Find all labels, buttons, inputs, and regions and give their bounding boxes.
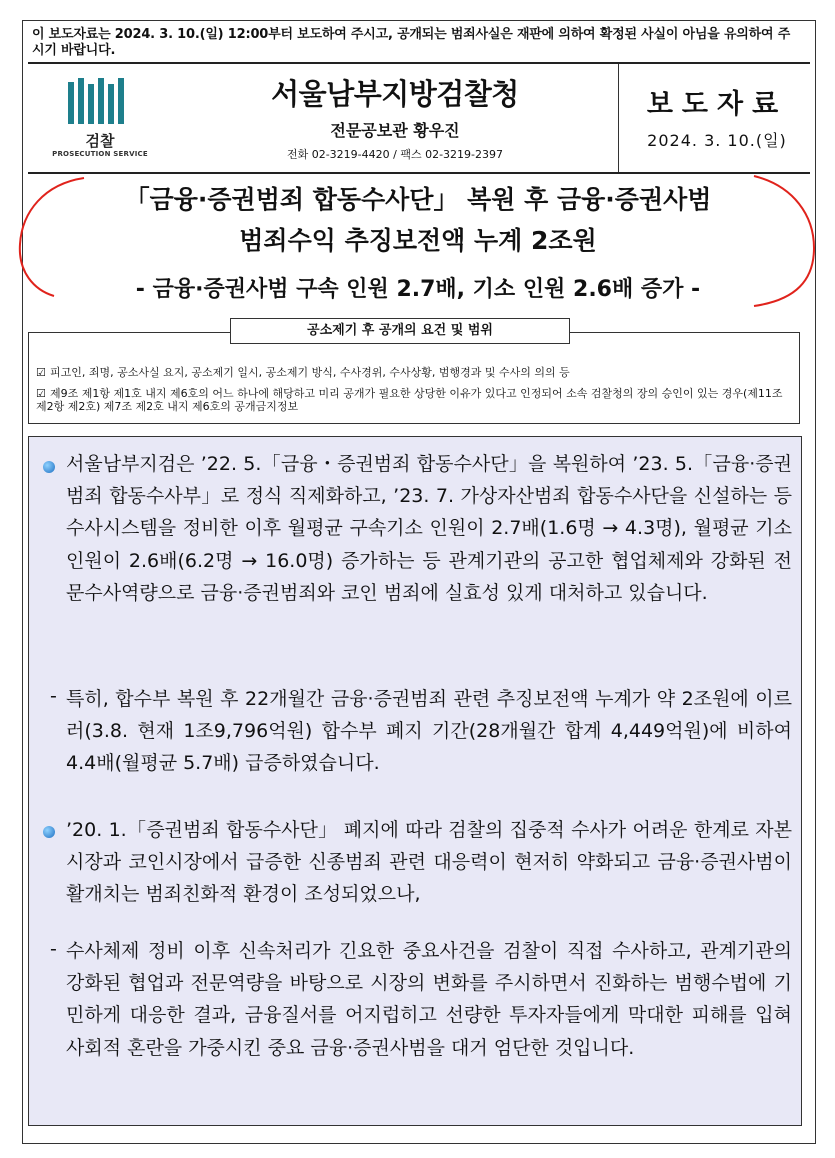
embargo-notice: 이 보도자료는 2024. 3. 10.(일) 12:00부터 보도하여 주시고, 공개되는 범죄사실은 재판에 의하여 확정된 사실이 아님을 유의하여 주시기 바랍니다. bbox=[32, 27, 791, 58]
disclosure-notice-title: 공소제기 후 공개의 요건 및 범위 bbox=[230, 318, 570, 344]
disclosure-item-text: 피고인, 죄명, 공소사실 요지, 공소제기 일시, 공소제기 방식, 수사경위, 수사상황, 범행경과 및 수사의 의의 등 bbox=[50, 366, 570, 379]
top-rule bbox=[28, 62, 810, 64]
dash-marker: - bbox=[50, 685, 57, 707]
blue-bullet-icon bbox=[43, 826, 55, 838]
disclosure-item bbox=[36, 366, 570, 379]
checkbox-checked-icon: ☑ bbox=[36, 387, 46, 400]
header-divider bbox=[618, 64, 619, 174]
prosecution-emblem-icon bbox=[66, 78, 130, 124]
disclosure-item bbox=[36, 387, 796, 413]
body-paragraph-1: 서울남부지검은 ’22. 5.「금융・증권범죄 합동수사단」을 복원하여 ’23. 5.「금융·증권범죄 합동수사부」로 정식 직제화하고, ’23. 7. 가상자산범죄 합동수사단을 신설하는 등 수사시스템을 정비한 이후 월평균 구속기소 인원이 2.7배(1.6명 → 4.3명), 월평균 기소 인원이 2.6배(6.2명 → 16.0명) 증가하는 등 관계기관의 공고한 협업체제와 강화된 전문수사역량으로 금융·증권범죄와 코인 범죄에 실효성 있게 대처하고 있습니다. bbox=[66, 453, 792, 604]
press-release-label: 보도자료 bbox=[646, 89, 788, 120]
checkbox-checked-icon: ☑ bbox=[36, 366, 46, 379]
logo-subtext: PROSECUTION SERVICE bbox=[52, 150, 148, 158]
prosecution-logo bbox=[50, 78, 150, 164]
body-paragraph-3: ’20. 1.「증권범죄 합동수사단」 폐지에 따라 검찰의 집중적 수사가 어려운 한계로 자본시장과 코인시장에서 급증한 신종범죄 관련 대응력이 현저히 약화되고 금융·증권사범이 활개치는 범죄친화적 환경이 조성되었으나, bbox=[66, 819, 792, 906]
blue-bullet-icon bbox=[43, 461, 55, 473]
organization-name: 서울남부지방검찰청 bbox=[271, 77, 519, 111]
body-paragraph-2: 특히, 합수부 복원 후 22개월간 금융·증권범죄 관련 추징보전액 누계가 약 2조원에 이르러(3.8. 현재 1조9,796억원) 합수부 폐지 기간(28개월간 합계 4,449억원)에 비하여 4.4배(월평균 5.7배) 급증하였습니다. bbox=[66, 688, 792, 775]
spokesperson: 전문공보관 황우진 bbox=[330, 121, 460, 140]
headline-line-1: 「금융·증권범죄 합동수사단」 복원 후 금융·증권사범 bbox=[124, 185, 712, 214]
logo-text: 검찰 bbox=[85, 132, 115, 150]
disclosure-item-text: 제9조 제1항 제1호 내지 제6호의 어느 하나에 해당하고 미리 공개가 필요한 상당한 이유가 있다고 인정되어 소속 검찰청의 장의 승인이 있는 경우(제11조 제2항 제2호) 제7조 제2호 내지 제6호의 공개금지정보 bbox=[36, 387, 783, 413]
headline-subtitle: - 금융·증권사범 구속 인원 2.7배, 기소 인원 2.6배 증가 - bbox=[135, 277, 701, 302]
release-date: 2024. 3. 10.(일) bbox=[647, 131, 787, 150]
contact-info: 전화 02-3219-4420 / 팩스 02-3219-2397 bbox=[286, 148, 504, 161]
body-paragraph-4: 수사체제 정비 이후 신속처리가 긴요한 중요사건을 검찰이 직접 수사하고, 관계기관의 강화된 협업과 전문역량을 바탕으로 시장의 변화를 주시하면서 진화하는 범행수법에 기민하게 대응한 결과, 금융질서를 어지럽히고 선량한 투자자들에게 막대한 피해를 입혀 사회적 혼란을 가중시킨 중요 금융·증권사범을 대거 엄단한 것입니다. bbox=[66, 940, 792, 1059]
headline-line-2: 범죄수익 추징보전액 누계 2조원 bbox=[239, 226, 597, 255]
dash-marker: - bbox=[50, 938, 57, 960]
